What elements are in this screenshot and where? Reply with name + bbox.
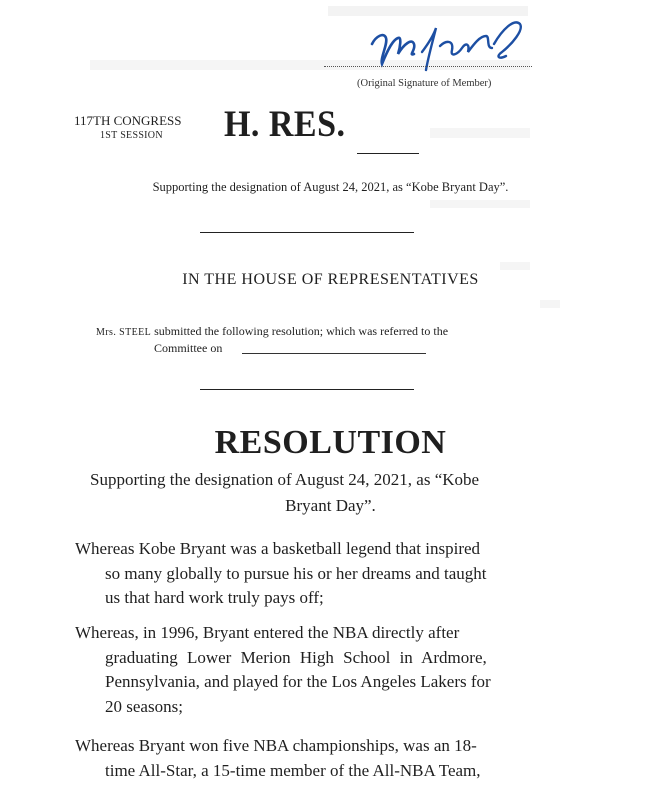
- resolution-heading: RESOLUTION: [214, 424, 447, 461]
- short-title: Supporting the designation of August 24, 2021, as “Kobe Bryant Day”.: [152, 180, 509, 194]
- whereas-clause: [75, 734, 537, 783]
- submission-statement: [96, 323, 536, 341]
- whereas-clause: [75, 537, 537, 611]
- whereas-clause: [75, 621, 537, 719]
- signature-caption: (Original Signature of Member): [357, 78, 492, 89]
- clause-line: Pennsylvania, and played for the Los Angeles Lakers for: [105, 672, 491, 691]
- bill-type-heading: H. RES.: [224, 104, 346, 145]
- submission-text: submitted the following resolution; which was referred to the: [154, 324, 449, 338]
- sponsor-name: Mrs. STEEL: [96, 327, 152, 338]
- chamber-heading: IN THE HOUSE OF REPRESENTATIVES: [182, 271, 479, 288]
- congress-label: 117TH CONGRESS: [74, 113, 182, 128]
- resolution-title-line-1: Supporting the designation of August 24, 2021, as “Kobe: [90, 470, 480, 489]
- clause-line: us that hard work truly pays off;: [105, 588, 324, 607]
- clause-line: Whereas Kobe Bryant was a basketball legend that inspired: [75, 539, 481, 558]
- committee-blank-line: [242, 353, 426, 354]
- clause-line: graduating Lower Merion High School in Ardmore,: [105, 647, 487, 667]
- signature-line: [324, 66, 532, 67]
- clause-line: Whereas Bryant won five NBA championships, was an 18-: [75, 736, 477, 755]
- bill-number-blank-line: [357, 153, 419, 154]
- clause-line: Whereas, in 1996, Bryant entered the NBA directly after: [75, 623, 460, 642]
- committee-label: Committee on: [154, 341, 223, 355]
- clause-line: time All-Star, a 15-time member of the All-NBA Team,: [105, 760, 481, 780]
- clause-line: 20 seasons;: [105, 696, 183, 716]
- congress-session-block: [74, 113, 182, 143]
- session-label: 1ST SESSION: [100, 130, 163, 141]
- clause-line: so many globally to pursue his or her dreams and taught: [105, 563, 487, 583]
- separator-rule: [200, 389, 414, 390]
- resolution-title-line-2: Bryant Day”.: [285, 496, 376, 515]
- separator-rule: [200, 232, 414, 233]
- member-signature-image: [362, 14, 532, 74]
